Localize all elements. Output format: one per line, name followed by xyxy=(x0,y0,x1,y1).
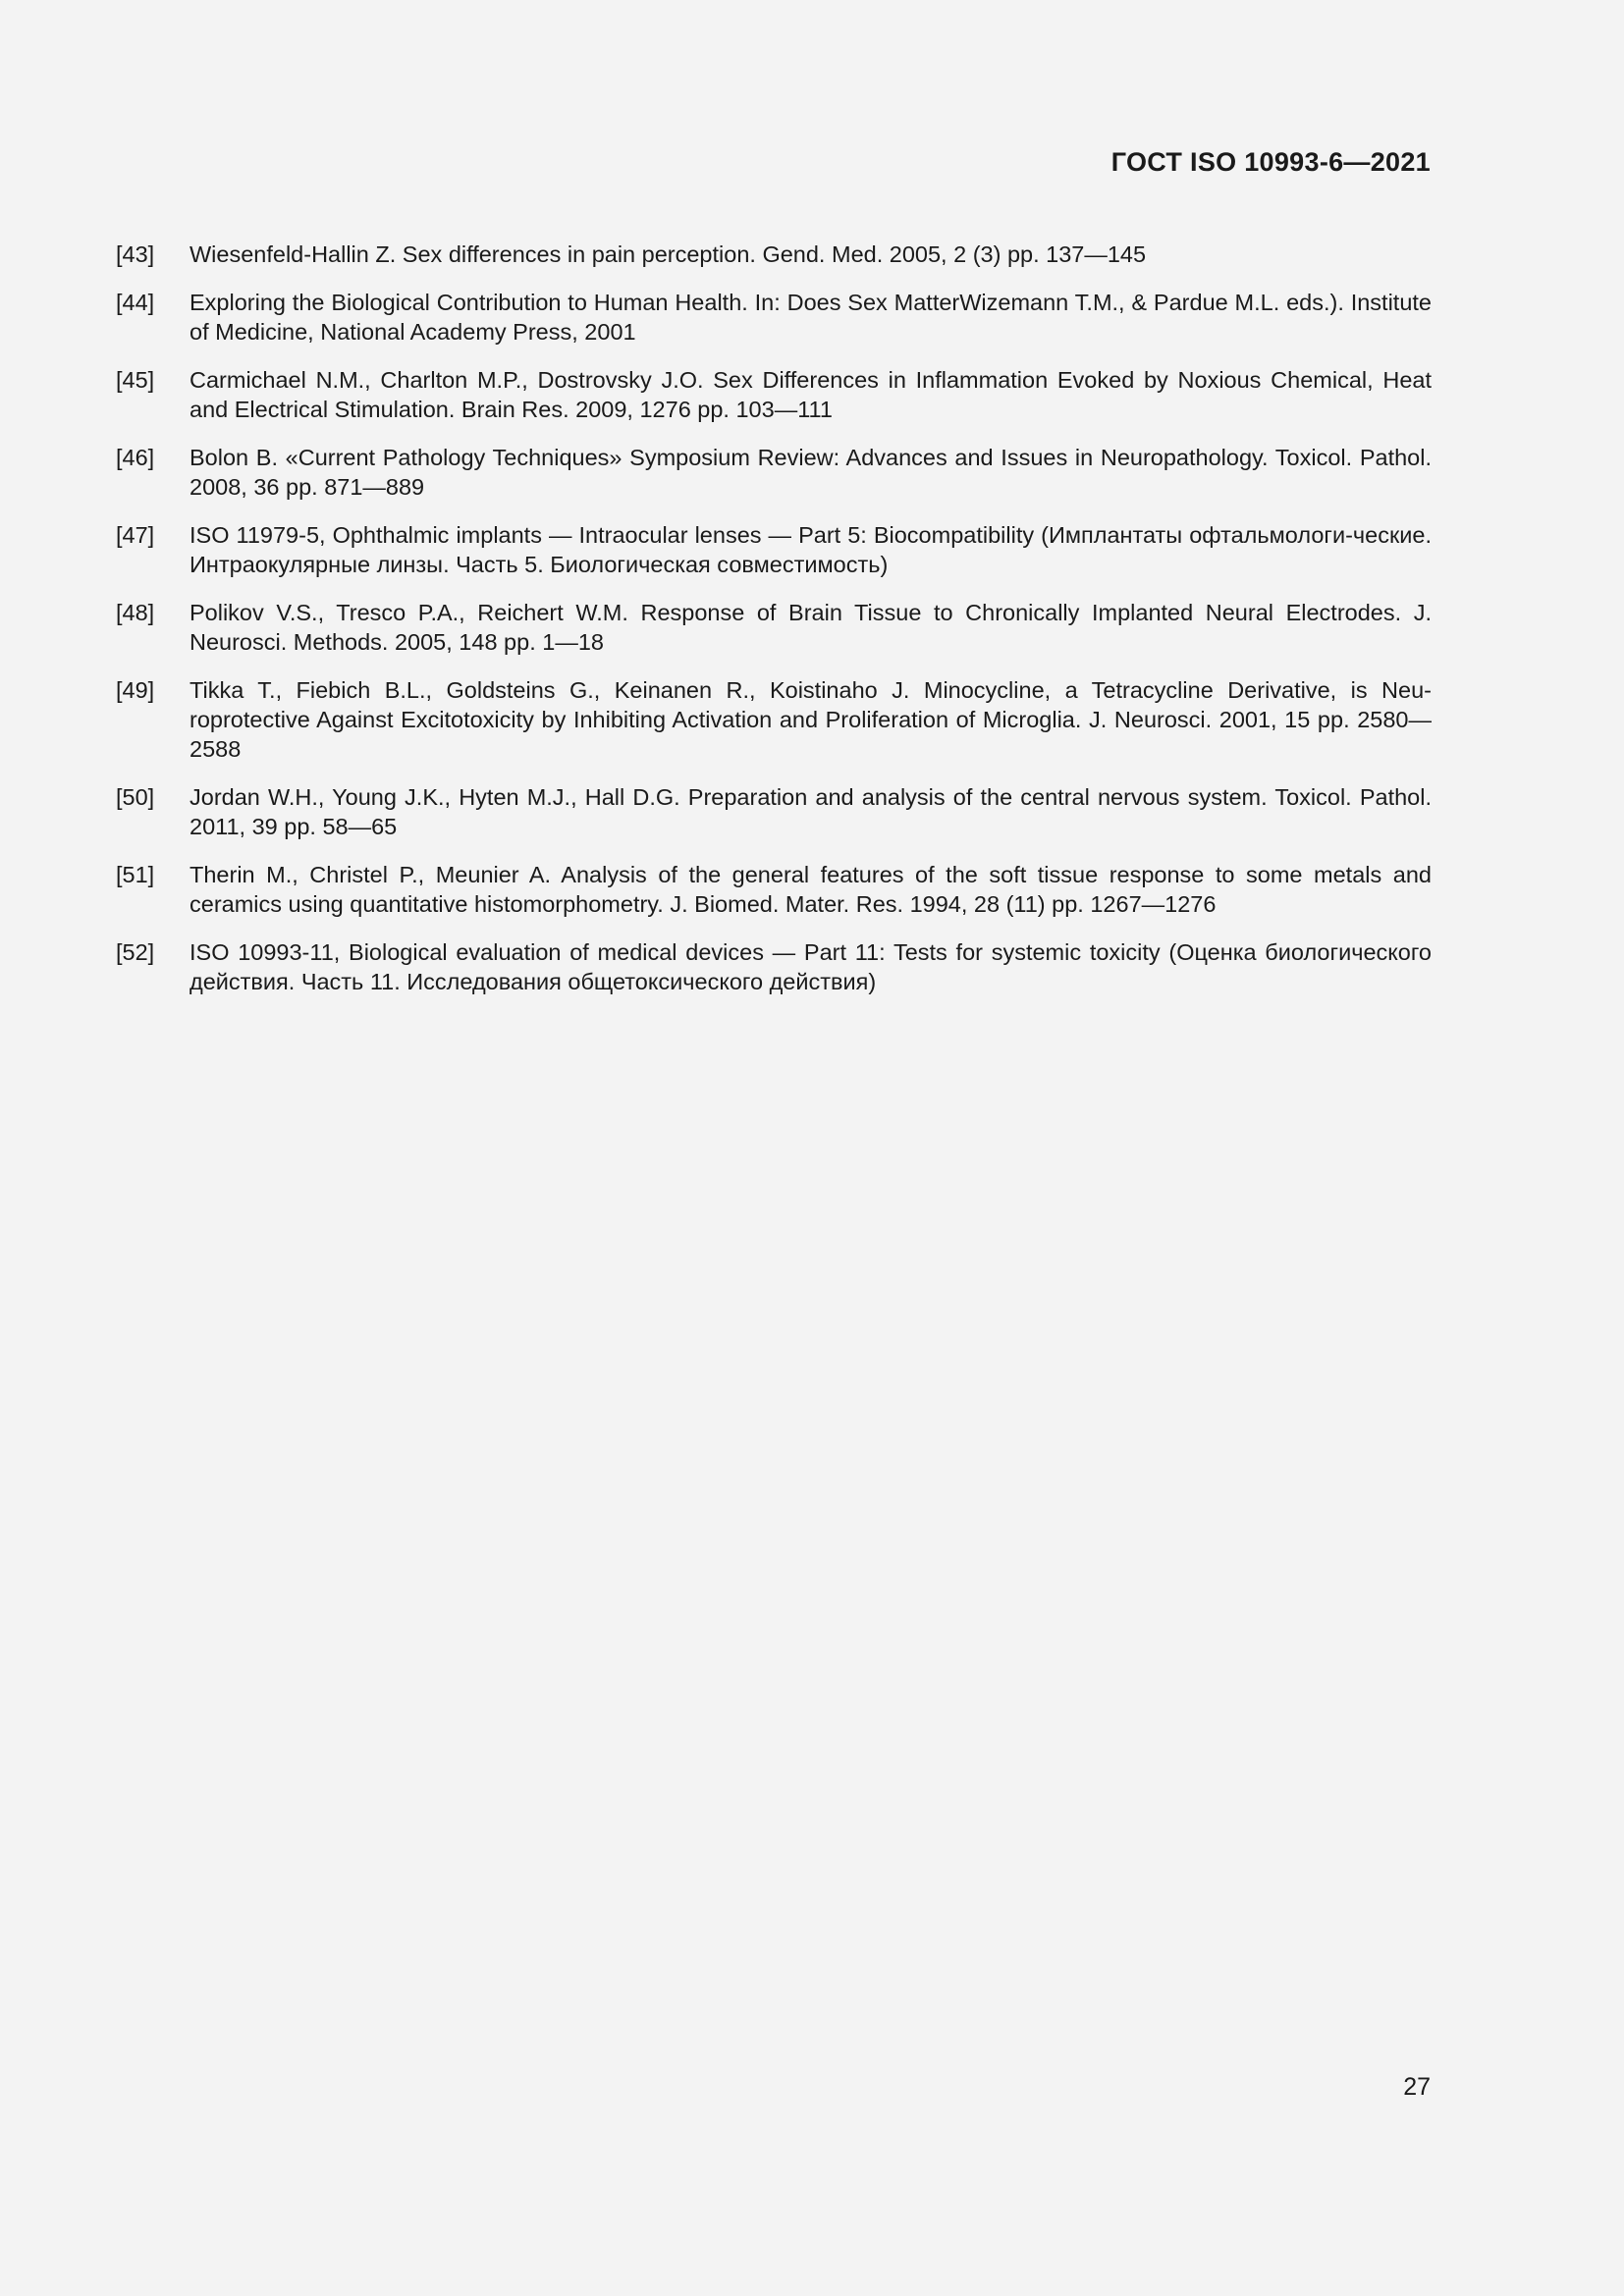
reference-item xyxy=(116,520,1432,579)
reference-text: Wiesenfeld-Hallin Z. Sex differences in pain perception. Gend. Med. 2005, 2 (3) pp. 137—145 xyxy=(189,241,1147,267)
reference-item xyxy=(116,240,1432,269)
reference-item xyxy=(116,860,1432,919)
page-number: 27 xyxy=(1403,2073,1431,2101)
reference-number: [48] xyxy=(116,600,155,625)
reference-number: [47] xyxy=(116,522,155,548)
reference-list xyxy=(116,240,1432,1015)
reference-item xyxy=(116,288,1432,347)
document-code: ГОСТ ISO 10993-6—2021 xyxy=(1110,147,1431,177)
reference-number: [45] xyxy=(116,367,155,393)
reference-item xyxy=(116,782,1432,841)
reference-text: Exploring the Biological Contribution to Human Health. In: Does Sex MatterWizemann T.M., & Pardue M.L. eds.). Institute of Medicine, National Academy Press, 2001 xyxy=(189,290,1432,345)
reference-text: ISO 10993-11, Biological evaluation of medical devices — Part 11: Tests for systemic toxicity (Оценка биологического действия. Часть 11. Исследования общетоксического действия) xyxy=(189,939,1432,994)
reference-item xyxy=(116,365,1432,424)
reference-number: [44] xyxy=(116,290,155,315)
reference-item xyxy=(116,937,1432,996)
reference-number: [51] xyxy=(116,862,155,887)
reference-item xyxy=(116,675,1432,764)
reference-text: Bolon B. «Current Pathology Techniques» Symposium Review: Advances and Issues in Neuropathology. Toxicol. Pathol. 2008, 36 pp. 871—889 xyxy=(189,445,1432,500)
reference-number: [46] xyxy=(116,445,155,470)
reference-text: ISO 11979-5, Ophthalmic implants — Intraocular lenses — Part 5: Biocompatibility (Имплантаты офтальмологи-ческие. Интраокулярные линзы. Часть 5. Биологическая совместимость) xyxy=(189,522,1432,577)
reference-text: Therin M., Christel P., Meunier A. Analysis of the general features of the soft tissue response to some metals and ceramics using quantitative histomorphometry. J. Biomed. Mater. Res. 1994, 28 (11) pp. 1267—1276 xyxy=(189,862,1432,917)
reference-number: [52] xyxy=(116,939,155,965)
reference-text: Carmichael N.M., Charlton M.P., Dostrovsky J.O. Sex Differences in Inflammation Evoked by Noxious Chemical, Heat and Electrical Stimulation. Brain Res. 2009, 1276 pp. 103—111 xyxy=(189,367,1432,422)
reference-text: Tikka T., Fiebich B.L., Goldsteins G., Keinanen R., Koistinaho J. Minocycline, a Tetracycline Derivative, is Neu-roprotective Against Excitotoxicity by Inhibiting Activation and Proliferation of Microglia. J. Neurosci. 2001, 15 pp. 2580—2588 xyxy=(189,677,1432,762)
reference-item xyxy=(116,443,1432,502)
reference-item xyxy=(116,598,1432,657)
reference-text: Jordan W.H., Young J.K., Hyten M.J., Hall D.G. Preparation and analysis of the central nervous system. Toxicol. Pathol. 2011, 39 pp. 58—65 xyxy=(189,784,1432,839)
reference-text: Polikov V.S., Tresco P.A., Reichert W.M. Response of Brain Tissue to Chronically Implanted Neural Electrodes. J. Neurosci. Methods. 2005, 148 pp. 1—18 xyxy=(189,600,1432,655)
reference-number: [49] xyxy=(116,677,155,703)
reference-number: [43] xyxy=(116,241,155,267)
reference-number: [50] xyxy=(116,784,155,810)
